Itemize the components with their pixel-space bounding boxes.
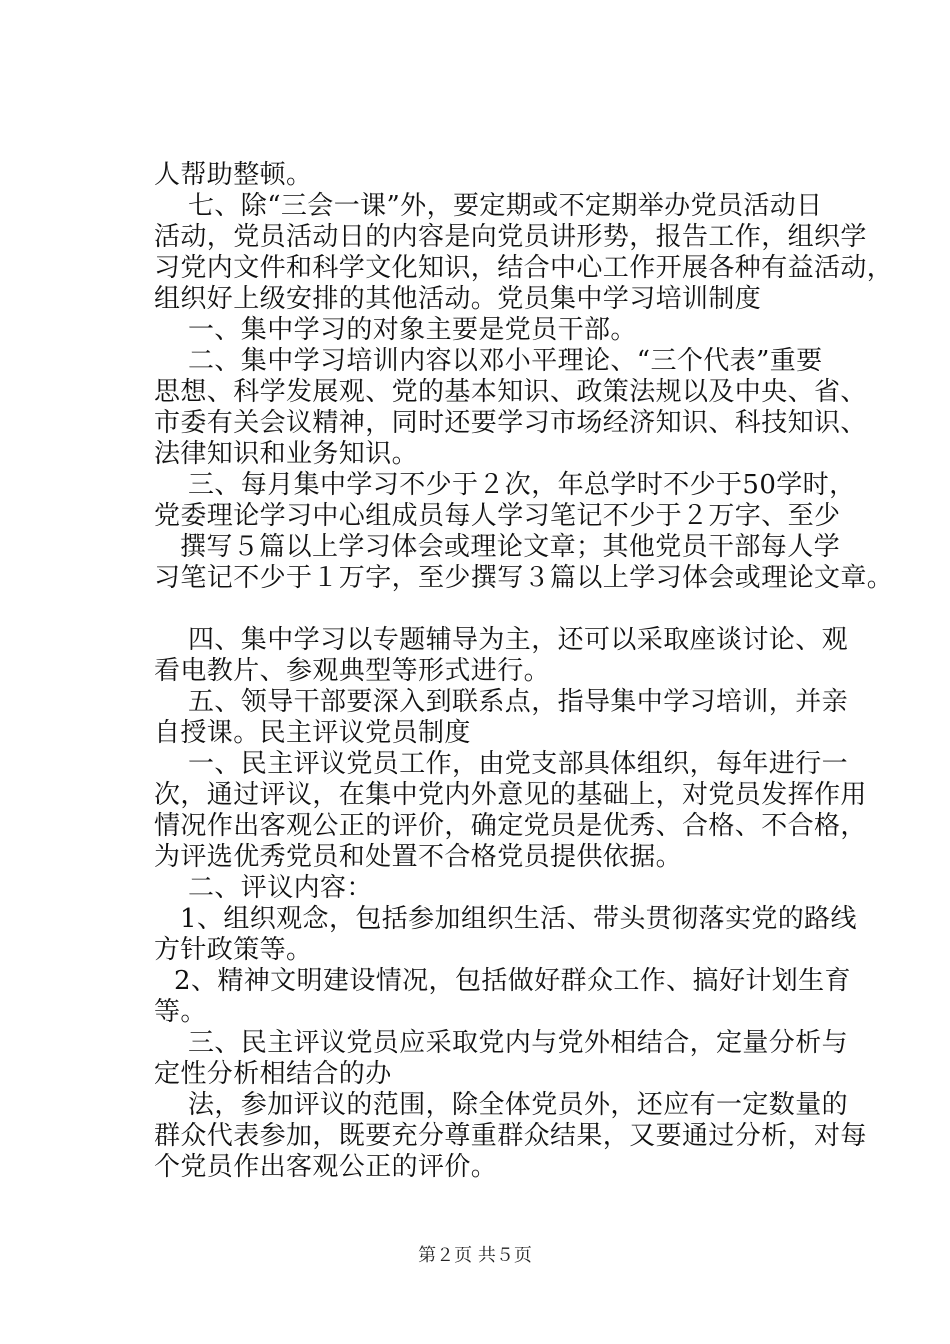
text-line: 法，参加评议的范围，除全体党员外，还应有一定数量的 xyxy=(188,1090,849,1120)
text-line: 方针政策等。 xyxy=(154,935,313,965)
text-line: 思想、科学发展观、党的基本知识、政策法规以及中央、省、 xyxy=(154,377,867,407)
text-line: 法律知识和业务知识。 xyxy=(154,439,419,469)
text-line: 人帮助整顿。 xyxy=(154,160,313,190)
text-line: 习笔记不少于１万字，至少撰写３篇以上学习体会或理论文章。 xyxy=(154,563,894,593)
text-line: 群众代表参加，既要充分尊重群众结果，又要通过分析，对每 xyxy=(154,1121,867,1151)
text-line: 为评选优秀党员和处置不合格党员提供依据。 xyxy=(154,842,683,872)
text-line: 情况作出客观公正的评价，确定党员是优秀、合格、不合格， xyxy=(154,811,867,841)
text-line: 2、精神文明建设情况，包括做好群众工作、搞好计划生育 xyxy=(174,966,851,996)
text-line: 等。 xyxy=(154,997,207,1027)
text-line: 市委有关会议精神，同时还要学习市场经济知识、科技知识、 xyxy=(154,408,867,438)
text-line: 二、集中学习培训内容以邓小平理论、“三个代表”重要 xyxy=(188,346,823,376)
page-footer xyxy=(0,1244,950,1268)
text-line: 1、组织观念，包括参加组织生活、带头贯彻落实党的路线 xyxy=(180,904,857,934)
text-line: 撰写５篇以上学习体会或理论文章；其他党员干部每人学 xyxy=(180,532,841,562)
text-line: 定性分析相结合的办 xyxy=(154,1059,392,1089)
text-line: 组织好上级安排的其他活动。党员集中学习培训制度 xyxy=(154,284,762,314)
text-line: 一、集中学习的对象主要是党员干部。 xyxy=(188,315,637,345)
text-line: 一、民主评议党员工作，由党支部具体组织，每年进行一 xyxy=(188,749,849,779)
text-line: 习党内文件和科学文化知识，结合中心工作开展各种有益活动， xyxy=(154,253,894,283)
text-line: 个党员作出客观公正的评价。 xyxy=(154,1152,498,1182)
text-line: 党委理论学习中心组成员每人学习笔记不少于２万字、至少 xyxy=(154,501,841,531)
text-line: 活动，党员活动日的内容是向党员讲形势，报告工作，组织学 xyxy=(154,222,867,252)
page-number: 第２页 共５页 xyxy=(418,1245,532,1266)
text-line: 二、评议内容： xyxy=(188,873,373,903)
text-line: 看电教片、参观典型等形式进行。 xyxy=(154,656,551,686)
text-line: 三、每月集中学习不少于２次，年总学时不少于50学时， xyxy=(188,470,856,500)
document-body xyxy=(154,160,894,1183)
text-line: 三、民主评议党员应采取党内与党外相结合，定量分析与 xyxy=(188,1028,849,1058)
text-line: 五、领导干部要深入到联系点，指导集中学习培训，并亲 xyxy=(188,687,849,717)
text-line: 四、集中学习以专题辅导为主，还可以采取座谈讨论、观 xyxy=(188,625,849,655)
text-line: 七、除“三会一课”外，要定期或不定期举办党员活动日 xyxy=(188,191,823,221)
text-line: 自授课。民主评议党员制度 xyxy=(154,718,471,748)
text-line: 次，通过评议，在集中党内外意见的基础上，对党员发挥作用 xyxy=(154,780,867,810)
